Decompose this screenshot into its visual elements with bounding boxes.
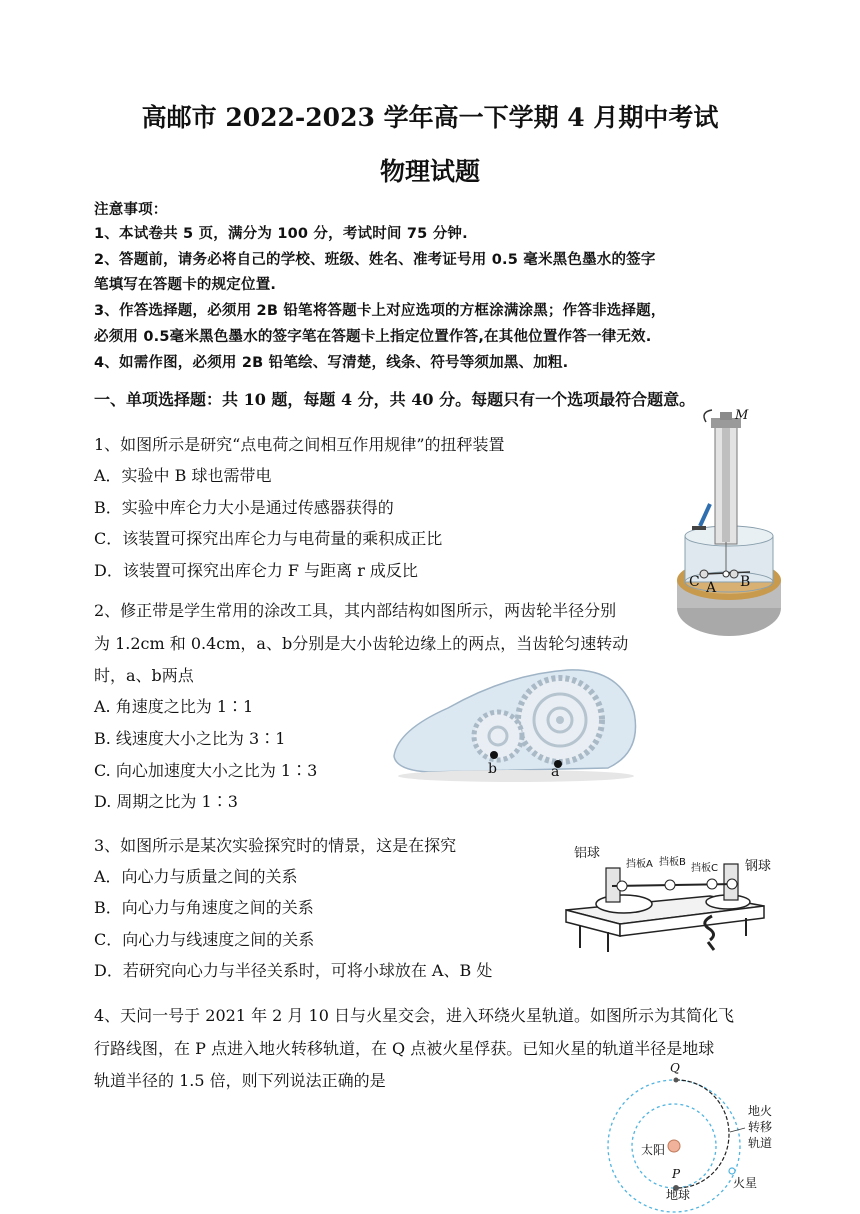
q3-option-b: B．向心力与角速度之间的关系	[94, 898, 314, 917]
section-heading: 一、单项选择题：共 10 题，每题 4 分，共 40 分。每题只有一个选项最符合题意。	[94, 390, 696, 409]
orbit-label-earth: 地球	[666, 1188, 691, 1202]
figure-label-b: B	[740, 574, 751, 590]
orbit-label-sun: 太阳	[641, 1143, 666, 1157]
note-line: 3、作答选择题，必须用 2B 铅笔将答题卡上对应选项的方框涂满涂黑；作答非选择题，	[94, 303, 666, 319]
q2-stem-line: 为 1.2cm 和 0.4cm，a、b分别是大小齿轮边缘上的两点，当齿轮匀速转动	[94, 634, 629, 653]
q1-option-a: A．实验中 B 球也需带电	[94, 466, 272, 485]
label-steel-ball: 钢球	[745, 859, 772, 874]
note-line: 1、本试卷共 5 页，满分为 100 分，考试时间 75 分钟.	[94, 226, 468, 242]
q2-option-b: B. 线速度大小之比为 3∶1	[94, 729, 286, 748]
notes-heading: 注意事项：	[94, 202, 168, 218]
orbit-label-p: P	[672, 1167, 681, 1181]
label-plate-a: 挡板A	[626, 859, 653, 870]
exam-title: 高邮市 2022-2023 学年高一下学期 4 月期中考试	[141, 103, 719, 132]
label-plate-c: 挡板C	[691, 863, 718, 874]
figure-label-m: M	[735, 408, 749, 423]
q4-stem-line: 行路线图，在 P 点进入地火转移轨道，在 Q 点被火星俘获。已知火星的轨道半径是地球	[94, 1039, 715, 1058]
q2-option-d: D. 周期之比为 1∶3	[94, 792, 238, 811]
q2-stem-line: 时，a、b两点	[94, 666, 194, 685]
orbit-label-q: Q	[670, 1061, 680, 1075]
orbit-label-mars: 火星	[733, 1176, 758, 1190]
q3-option-d: D．若研究向心力与半径关系时，可将小球放在 A、B 处	[94, 961, 493, 980]
label-plate-b: 挡板B	[659, 857, 686, 868]
correction-tape-figure	[388, 660, 644, 784]
q2-stem-line: 2、修正带是学生常用的涂改工具，其内部结构如图所示，两齿轮半径分别	[94, 601, 617, 620]
q1-option-d: D．该装置可探究出库仑力 F 与距离 r 成反比	[94, 561, 418, 580]
q3-option-c: C．向心力与线速度之间的关系	[94, 930, 315, 949]
gear-label-b: b	[488, 761, 497, 777]
q4-stem-line: 4、天问一号于 2021 年 2 月 10 日与火星交会，进入环绕火星轨道。如图所示为其简化飞	[94, 1006, 734, 1025]
orbit-label-transfer: 地火	[748, 1104, 773, 1118]
q4-stem-line: 轨道半径的 1.5 倍，则下列说法正确的是	[94, 1071, 386, 1090]
orbit-label-transfer: 轨道	[748, 1136, 773, 1150]
gear-label-a: a	[551, 764, 560, 780]
note-line: 4、如需作图，必须用 2B 铅笔绘、写清楚，线条、符号等须加黑、加粗.	[94, 355, 569, 371]
q3-option-a: A．向心力与质量之间的关系	[94, 867, 298, 886]
q2-option-a: A. 角速度之比为 1∶1	[94, 697, 254, 716]
figure-label-a: A	[706, 580, 717, 596]
torsion-balance-figure	[668, 408, 788, 648]
note-line: 2、答题前，请务必将自己的学校、班级、姓名、准考证号用 0.5 毫米黑色墨水的签字	[94, 252, 656, 268]
q1-option-c: C．该装置可探究出库仑力与电荷量的乘积成正比	[94, 529, 443, 548]
label-aluminum-ball: 铝球	[574, 846, 601, 861]
orbit-label-transfer: 转移	[748, 1120, 773, 1134]
note-line: 笔填写在答题卡的规定位置.	[94, 277, 277, 293]
q1-option-b: B．实验中库仑力大小是通过传感器获得的	[94, 498, 394, 517]
q1-stem: 1、如图所示是研究“点电荷之间相互作用规律”的扭秤装置	[94, 435, 505, 454]
note-line: 必须用 0.5毫米黑色墨水的签字笔在答题卡上指定位置作答,在其他位置作答一律无效.	[94, 329, 652, 345]
q2-option-c: C. 向心加速度大小之比为 1∶3	[94, 761, 318, 780]
exam-subtitle: 物理试题	[379, 157, 480, 186]
q3-stem: 3、如图所示是某次实验探究时的情景，这是在探究	[94, 836, 457, 855]
figure-label-c: C	[689, 574, 700, 590]
